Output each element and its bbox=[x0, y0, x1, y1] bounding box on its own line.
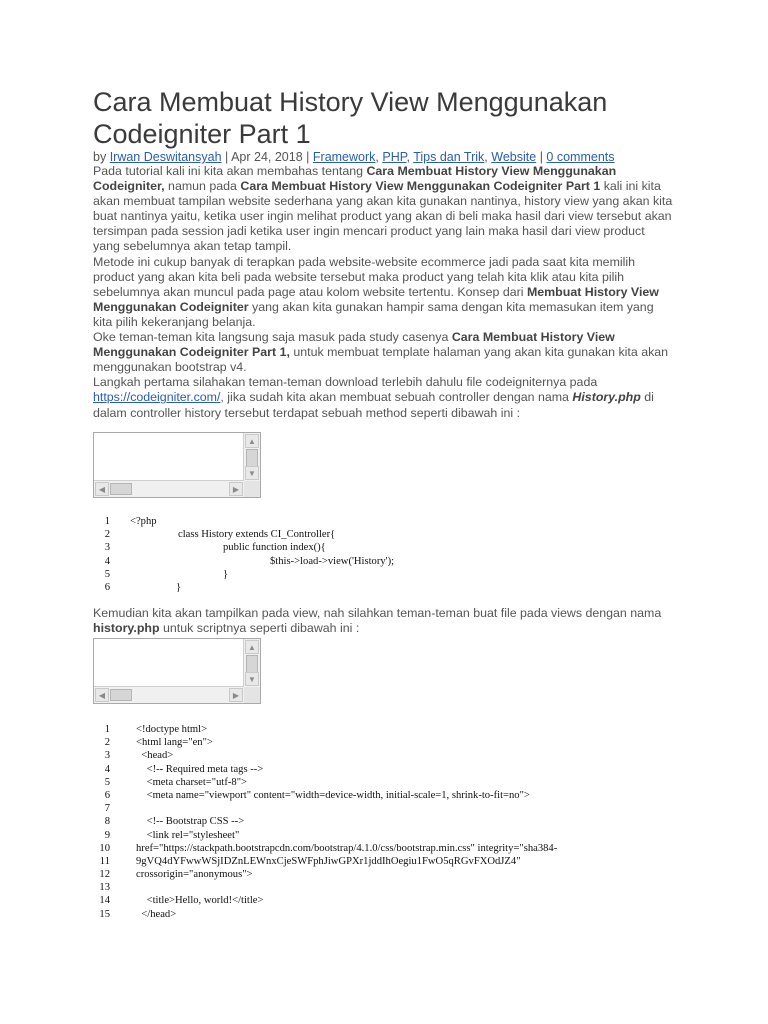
horizontal-scrollbar[interactable] bbox=[94, 480, 244, 497]
code-line: 2 <html lang="en"> bbox=[104, 737, 213, 749]
code-block-controller bbox=[93, 515, 713, 594]
comments-link[interactable]: 0 comments bbox=[546, 150, 615, 164]
scroll-up-icon[interactable]: ▲ bbox=[245, 640, 259, 654]
scroll-right-icon[interactable]: ▶ bbox=[229, 688, 243, 702]
scroll-right-icon[interactable]: ▶ bbox=[229, 482, 243, 496]
comma: , bbox=[375, 150, 379, 164]
vertical-scrollbar[interactable] bbox=[243, 639, 260, 687]
view-paragraph: Kemudian kita akan tampilkan pada view, nah silahkan teman-teman buat file pada views dengan nama history.php untuk scriptnya seperti dibawah ini : bbox=[93, 606, 662, 636]
meta-separator: | bbox=[539, 150, 543, 164]
intro-paragraph: Pada tutorial kali ini kita akan membahas tentang Cara Membuat History View Menggunakan Codeigniter, namun pada Cara Membuat History View Menggunakan Codeigniter Part 1 kali ini kita akan membuat tampilan website sederhana yang akan kita gunakan nantinya, history view yang akan kita buat nantinya yaitu, ketika user ingin melihat product yang akan di beli maka hasil dari view tersebut akan tersimpan pada session jadi ketika user ingin mencari product yang lain maka hasil dari view product yang sebelumnya akan tetap tampil. bbox=[93, 164, 673, 254]
author-link[interactable]: Irwan Deswitansyah bbox=[109, 150, 222, 164]
code-line: 13 bbox=[99, 882, 110, 894]
scroll-corner bbox=[244, 481, 260, 497]
meta-separator: | bbox=[225, 150, 229, 164]
by-label: by bbox=[93, 150, 107, 164]
category-link-framework[interactable]: Framework bbox=[312, 150, 376, 164]
scroll-thumb[interactable] bbox=[110, 483, 132, 495]
horizontal-scrollbar[interactable] bbox=[94, 686, 244, 703]
category-link-tips[interactable]: Tips dan Trik bbox=[413, 150, 485, 164]
comma: , bbox=[484, 150, 488, 164]
scroll-left-icon[interactable]: ◀ bbox=[95, 482, 109, 496]
code-line: 5 <meta charset="utf-8"> bbox=[104, 776, 247, 788]
scroll-left-icon[interactable]: ◀ bbox=[95, 688, 109, 702]
method-paragraph: Metode ini cukup banyak di terapkan pada website-website ecommerce jadi pada saat kita memilih product yang akan kita beli pada website tersebut maka product yang telah kita klik atau kita pilih sebelumnya akan muncul pada page atau kolom website tertentu. Konsep dari Membuat History View Menggunakan Codeigniter yang akan kita gunakan hampir sama dengan kita memasukan item yang kita pilih kekeranjang belanja. bbox=[93, 254, 659, 329]
post-meta bbox=[93, 150, 693, 165]
download-paragraph: Langkah pertama silahakan teman-teman download terlebih dahulu file codeigniternya pada https://codeigniter.com/, jika sudah kita akan membuat sebuah controller dengan nama History.php di dalam controller history tersebut terdapat sebuah method seperti dibawah ini : bbox=[93, 375, 654, 420]
code-line: 12 crossorigin="anonymous"> bbox=[99, 869, 253, 881]
category-link-php[interactable]: PHP bbox=[382, 150, 407, 164]
category-link-website[interactable]: Website bbox=[491, 150, 537, 164]
code-line: 1 <!doctype html> bbox=[104, 724, 208, 735]
scroll-down-icon[interactable]: ▼ bbox=[245, 672, 259, 686]
code-line: 2 class History extends CI_Controller{ bbox=[104, 529, 336, 541]
comma: , bbox=[406, 150, 410, 164]
meta-separator: | bbox=[306, 150, 310, 164]
code-line: 9 <link rel="stylesheet" bbox=[104, 829, 240, 841]
embedded-code-frame[interactable] bbox=[93, 638, 261, 704]
code-line: 10 href="https://stackpath.bootstrapcdn.com/bootstrap/4.1.0/css/bootstrap.min.css" integrity="sha384- bbox=[99, 842, 558, 854]
code-line: 5 } bbox=[104, 568, 229, 580]
code-line: 6 <meta name="viewport" content="width=device-width, initial-scale=1, shrink-to-fit=no"> bbox=[104, 789, 530, 801]
scroll-thumb[interactable] bbox=[246, 449, 258, 467]
code-line: 4 $this->load->view('History'); bbox=[104, 555, 395, 567]
code-line: 1 <?php bbox=[104, 516, 157, 527]
code-line: 15 </head> bbox=[99, 908, 177, 920]
code-line: 4 <!-- Required meta tags --> bbox=[104, 763, 264, 775]
codeigniter-link[interactable]: https://codeigniter.com/ bbox=[93, 390, 221, 405]
code-line: 3 public function index(){ bbox=[104, 542, 326, 554]
article-body bbox=[93, 164, 673, 421]
code-block-view bbox=[93, 723, 713, 921]
scroll-corner bbox=[244, 687, 260, 703]
post-date: Apr 24, 2018 bbox=[231, 150, 303, 164]
scroll-up-icon[interactable]: ▲ bbox=[245, 434, 259, 448]
article-title: Cara Membuat History View Menggunakan Codeigniter Part 1 bbox=[93, 87, 608, 149]
scroll-thumb[interactable] bbox=[246, 655, 258, 673]
study-case-paragraph: Oke teman-teman kita langsung saja masuk pada study casenya Cara Membuat History View Menggunakan Codeigniter Part 1, untuk membuat template halaman yang akan kita gunakan kita akan menggunakan bootstrap v4. bbox=[93, 330, 669, 375]
code-line: 3 <head> bbox=[104, 750, 174, 762]
embedded-code-frame[interactable] bbox=[93, 432, 261, 498]
code-line: 7 bbox=[104, 803, 110, 815]
scroll-thumb[interactable] bbox=[110, 689, 132, 701]
scroll-down-icon[interactable]: ▼ bbox=[245, 466, 259, 480]
code-line: 8 <!-- Bootstrap CSS --> bbox=[104, 816, 245, 828]
vertical-scrollbar[interactable] bbox=[243, 433, 260, 481]
code-line: 6 } bbox=[104, 581, 182, 593]
code-line: 11 9gVQ4dYFwwWSjIDZnLEWnxCjeSWFphJiwGPXr1jddIhOegiu1FwO5qRGvFXOdJZ4" bbox=[99, 855, 521, 867]
code-line: 14 <title>Hello, world!</title> bbox=[99, 895, 264, 907]
